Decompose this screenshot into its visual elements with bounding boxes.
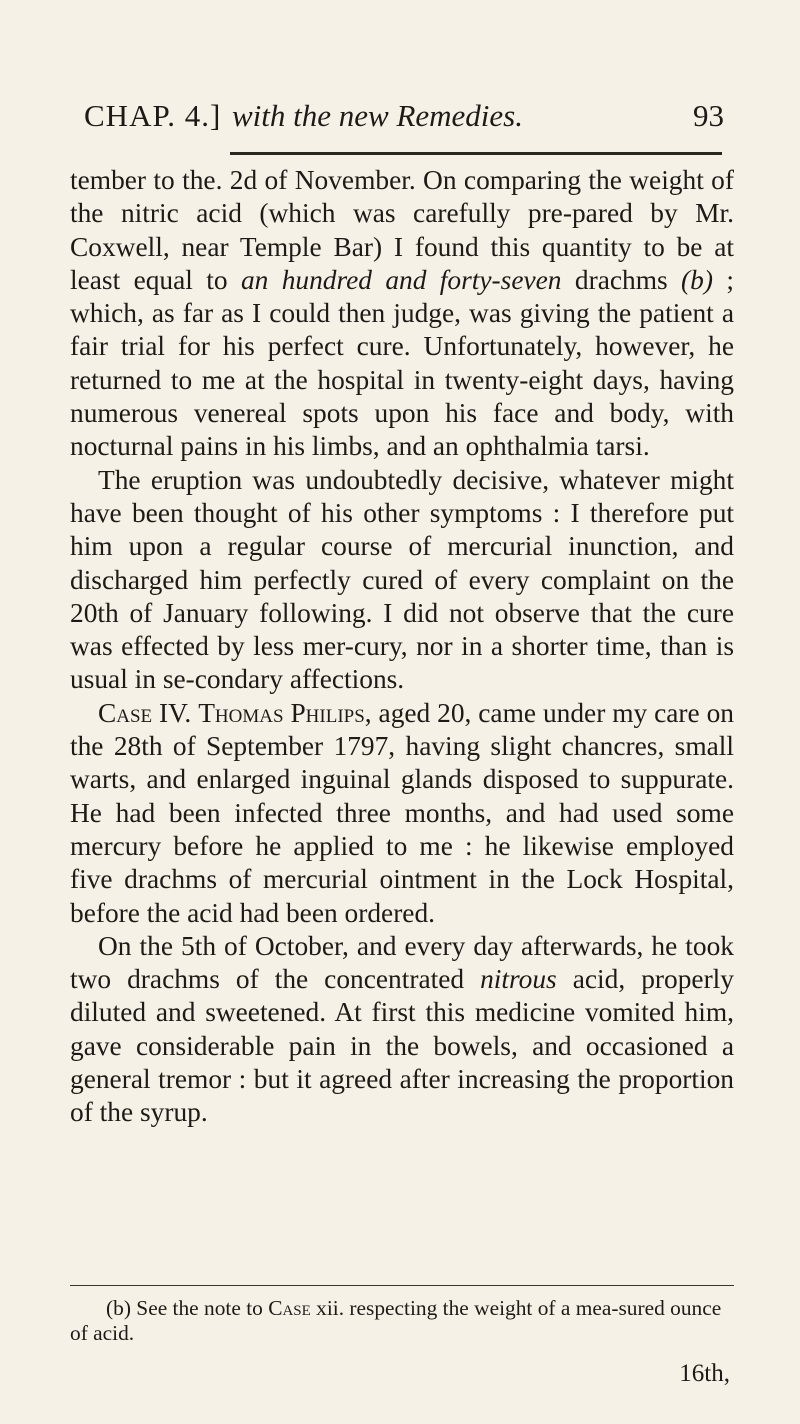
text-run: tember to the. 2d of November. On comparing the weight of the nitric acid (which was carefully pre-pared by Mr. Coxwell, near Temple Bar) I found this quantity to be at least equal to [70,165,734,295]
footnote-rule [70,1285,734,1286]
paragraph [70,464,734,697]
small-caps-text: Case IV. [98,697,192,728]
italic-text: nitrous [480,964,557,995]
paragraph [70,164,734,464]
chapter-label: CHAP. 4.] [84,98,222,133]
body-text [70,164,734,1130]
small-caps-text: Case [268,1296,311,1320]
text-run: On the 5th of October, and every day afterwards, he took two drachms of the concentrated [70,930,734,995]
running-title: with the new Remedies. [232,98,523,133]
italic-text: (b) [106,1296,131,1320]
text-run: The eruption was undoubtedly decisive, whatever might have been thought of his other symptoms : I therefore put him upon a regular course of mercurial inunction, and discharged him perfectly cured of every complaint on the 20th of January following. I did not observe that the cure was effected by less mer-cury, nor in a shorter time, than is usual in se-condary affections. [70,464,734,695]
running-header [84,98,724,138]
footnote [70,1296,734,1346]
paragraph [70,697,734,930]
catchword: 16th, [679,1360,730,1387]
text-run: , aged 20, came under my care on the 28th of September 1797, having slight chancres, small warts, and enlarged inguinal glands disposed to suppurate. He had been infected three months, and had used some mercury before he applied to me : he likewise employed five drachms of mercurial ointment in the Lock Hospital, before the acid had been ordered. [70,697,734,928]
text-run: acid, properly diluted and sweetened. At first this medicine vomited him, gave considerable pain in the bowels, and occasioned a general tremor : but it agreed after increasing the proportion of the syrup. [70,964,734,1128]
italic-text: (b) [681,264,713,295]
italic-text: an hundred and forty-seven [240,264,562,295]
footnote-text [70,1296,734,1346]
page-number: 93 [693,98,724,133]
paragraph [70,930,734,1130]
text-run: drachms [561,264,682,295]
text-run: ; which, as far as I could then judge, was giving the patient a fair trial for his perfect cure. Unfortunately, however, he returned to me at the hospital in twenty-eight days, having numerous venereal spots upon his face and body, with nocturnal pains in his limbs, and an ophthalmia tarsi. [70,264,734,462]
header-rule [230,152,722,155]
text-run: xii. respecting the weight of a mea-sured ounce of acid. [70,1296,722,1345]
small-caps-text: Thomas Philips [198,697,365,728]
text-run: See the note to [130,1296,269,1320]
